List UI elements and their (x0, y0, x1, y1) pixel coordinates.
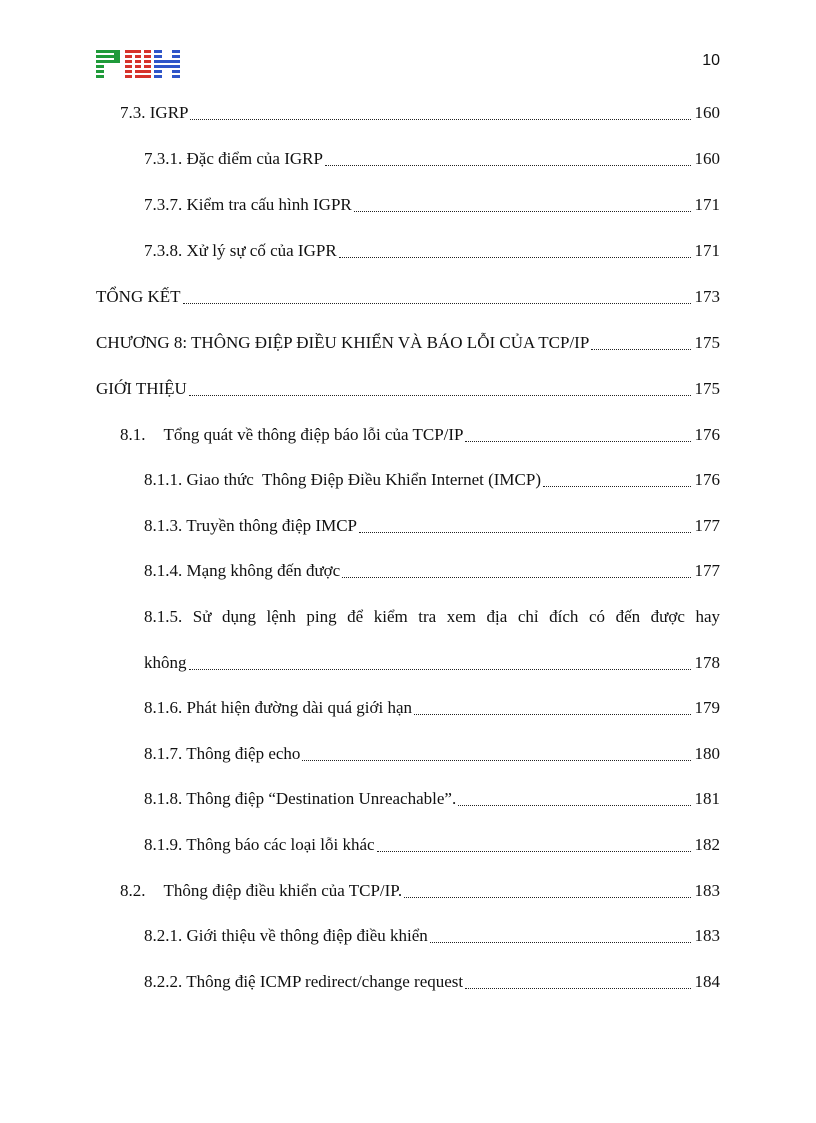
dot-leader (302, 760, 690, 761)
dot-leader (465, 441, 690, 442)
toc-entry-title: 7.3.7. Kiểm tra cấu hình IGPR (144, 195, 352, 214)
toc-entry[interactable] (144, 924, 720, 948)
toc-entry-page: 182 (694, 835, 720, 854)
toc-entry[interactable] (144, 970, 720, 994)
toc-entry-title: Tổng quát về thông điệp báo lỗi của TCP/IP (163, 425, 464, 444)
toc-entry-wrapped-line[interactable]: 8.1.5. Sử dụng lệnh ping để kiểm tra xem địa chỉ đích có đến được hay (144, 607, 720, 626)
toc-entry-title: 8.1.1. Giao thức Thông Điệp Điều Khiển Internet (IMCP) (144, 470, 541, 489)
toc-entry-title: 7.3.8. Xử lý sự cố của IGPR (144, 241, 337, 260)
toc-entry[interactable] (144, 239, 720, 263)
toc-entry-page: 160 (694, 103, 720, 122)
toc-entry[interactable] (144, 742, 720, 766)
toc-entry-number: 8.2. (120, 881, 146, 900)
toc-entry-page: 176 (694, 470, 720, 489)
toc-entry-page: 177 (694, 516, 720, 535)
toc-entry-page: 178 (694, 653, 720, 672)
toc-entry[interactable] (144, 559, 720, 583)
toc-entry[interactable] (144, 651, 720, 675)
toc-entry-title: Thông điệp điều khiển của TCP/IP. (163, 881, 403, 900)
toc-entry-title: 8.1.3. Truyền thông điệp IMCP (144, 516, 357, 535)
dot-leader (183, 303, 691, 304)
toc-entry-title: 8.1.9. Thông báo các loại lỗi khác (144, 835, 375, 854)
dot-leader (325, 165, 691, 166)
toc-entry[interactable] (144, 468, 720, 492)
toc-entry[interactable] (144, 514, 720, 538)
dot-leader (354, 211, 691, 212)
toc-entry-page: 175 (694, 333, 720, 352)
toc-entry-page: 177 (694, 561, 720, 580)
dot-leader (404, 897, 690, 898)
toc-entry-title: CHƯƠNG 8: THÔNG ĐIỆP ĐIỀU KHIỂN VÀ BÁO LỖI CỦA TCP/IP (96, 333, 590, 352)
toc-entry[interactable] (120, 423, 720, 447)
toc-entry-page: 180 (694, 744, 720, 763)
toc-entry-title: 8.1.4. Mạng không đến được (144, 561, 341, 580)
toc-entry-number: 8.1. (120, 425, 146, 444)
toc-entry[interactable] (144, 787, 720, 811)
dot-leader (377, 851, 691, 852)
toc-entry-page: 175 (694, 379, 720, 398)
toc-entry-page: 183 (694, 881, 720, 900)
toc-entry[interactable] (96, 285, 720, 309)
toc-entry-title: 8.1.6. Phát hiện đường dài quá giới hạn (144, 698, 412, 717)
toc-entry-page: 173 (694, 287, 720, 306)
dot-leader (339, 257, 691, 258)
page-header (0, 0, 816, 90)
toc-entry-title: 8.1.8. Thông điệp “Destination Unreachable”. (144, 789, 457, 808)
toc-entry-title: GIỚI THIỆU (96, 379, 187, 398)
toc-entry-page: 183 (694, 926, 720, 945)
toc-entry-title: 7.3.1. Đặc điểm của IGRP (144, 149, 323, 168)
toc-entry-title: 8.1.7. Thông điệp echo (144, 744, 301, 763)
dot-leader (342, 577, 690, 578)
toc-entry-page: 176 (694, 425, 720, 444)
toc-entry-title: không (144, 653, 187, 672)
toc-entry[interactable] (96, 331, 720, 355)
dot-leader (465, 988, 690, 989)
dot-leader (414, 714, 691, 715)
dot-leader (458, 805, 690, 806)
toc-entry-page: 171 (694, 241, 720, 260)
page-number: 10 (702, 52, 720, 69)
toc-entry-title: TỔNG KẾT (96, 287, 181, 306)
pnh-logo (96, 50, 180, 78)
toc-entry[interactable] (120, 879, 720, 903)
dot-leader (591, 349, 690, 350)
toc-entry-page: 171 (694, 195, 720, 214)
toc-entry-page: 160 (694, 149, 720, 168)
toc-entry-page: 181 (694, 789, 720, 808)
toc-entry-page: 179 (694, 698, 720, 717)
dot-leader (189, 395, 691, 396)
toc-entry[interactable] (96, 377, 720, 401)
toc-entry[interactable] (144, 833, 720, 857)
toc-entry-page: 184 (694, 972, 720, 991)
toc-entry[interactable] (144, 696, 720, 720)
dot-leader (543, 486, 691, 487)
dot-leader (189, 669, 691, 670)
toc-entry-title: 8.2.2. Thông điệ ICMP redirect/change request (144, 972, 464, 991)
toc-entry[interactable] (120, 101, 720, 125)
dot-leader (430, 942, 691, 943)
pnh-logo-graphic (96, 50, 180, 78)
dot-leader (359, 532, 691, 533)
dot-leader (190, 119, 690, 120)
toc-entry-title: 8.2.1. Giới thiệu về thông điệp điều khiển (144, 926, 428, 945)
toc-entry[interactable] (144, 147, 720, 171)
toc-entry[interactable] (144, 193, 720, 217)
toc-entry-title: 7.3. IGRP (120, 103, 189, 122)
